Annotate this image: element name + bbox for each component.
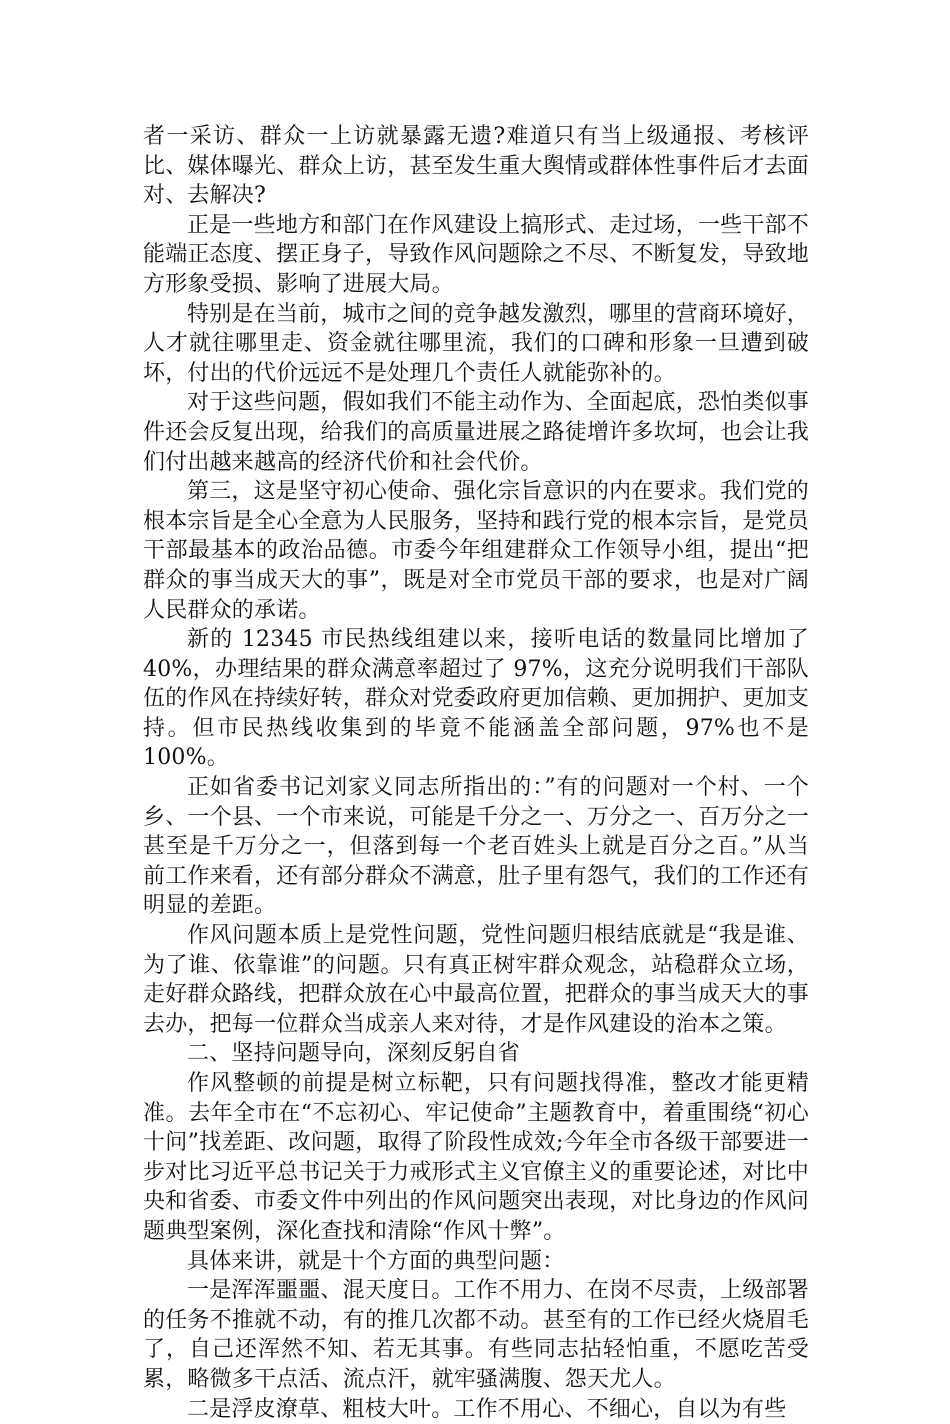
paragraph-3: 特别是在当前，城市之间的竞争越发激烈，哪里的营商环境好，人才就往哪里走、资金就往哪里流，我们的口碑和形象一旦遭到破坏，付出的代价远远不是处理几个责任人就能弥补的。 [143, 301, 809, 386]
paragraph-5: 第三，这是坚守初心使命、强化宗旨意识的内在要求。我们党的根本宗旨是全心全意为人民服务，坚持和践行党的根本宗旨，是党员干部最基本的政治品德。市委今年组建群众工作领导小组，提出“把群众的事当成天大的事”，既是对全市党员干部的要求，也是对广阔人民群众的承诺。 [143, 479, 810, 623]
document-body [143, 122, 809, 1424]
section-heading: 二、坚持问题导向，深刻反躬自省 [187, 1041, 521, 1067]
paragraph-6: 新的 12345 市民热线组建以来，接听电话的数量同比增加了40%，办理结果的群众满意率超过了 97%，这充分说明我们干部队伍的作风在持续好转，群众对党委政府更加信赖、更加拥护、更加支持。但市民热线收集到的毕竟不能涵盖全部问题，97%也不是100%。 [143, 627, 810, 771]
paragraph-2: 正是一些地方和部门在作风建设上搞形式、走过场，一些干部不能端正态度、摆正身子，导致作风问题除之不尽、不断复发，导致地方形象受损、影响了进展大局。 [143, 212, 810, 297]
paragraph-10: 具体来讲，就是十个方面的典型问题： [187, 1248, 565, 1274]
paragraph-12: 二是浮皮潦草、粗枝大叶。工作不用心、不细心，自以为有些 [187, 1396, 787, 1422]
paragraph-8: 作风问题本质上是党性问题，党性问题归根结底就是“我是谁、为了谁、依靠谁”的问题。只有真正树牢群众观念，站稳群众立场，走好群众路线，把群众放在心中最高位置，把群众的事当成天大的事去办，把每一位群众当成亲人来对待，才是作风建设的治本之策。 [143, 923, 810, 1037]
paragraph-7: 正如省委书记刘家义同志所指出的：”有的问题对一个村、一个乡、一个县、一个市来说，可能是千分之一、万分之一、百万分之一甚至是千万分之一，但落到每一个老百姓头上就是百分之百。”从当前工作来看，还有部分群众不满意，肚子里有怨气，我们的工作还有明显的差距。 [143, 775, 810, 919]
paragraph-4: 对于这些问题，假如我们不能主动作为、全面起底，恐怕类似事件还会反复出现，给我们的高质量进展之路徒增许多坎坷，也会让我们付出越来越高的经济代价和社会代价。 [143, 390, 810, 475]
paragraph-1: 者一采访、群众一上访就暴露无遗?难道只有当上级通报、考核评比、媒体曝光、群众上访，甚至发生重大舆情或群体性事件后才去面对、去解决? [143, 124, 810, 209]
paragraph-9: 作风整顿的前提是树立标靶，只有问题找得准，整改才能更精准。去年全市在“不忘初心、牢记使命”主题教育中，着重围绕“初心十问”找差距、改问题，取得了阶段性成效;今年全市各级干部要进一步对比习近平总书记关于力戒形式主义官僚主义的重要论述，对比中央和省委、市委文件中列出的作风问题突出表现，对比身边的作风问题典型案例，深化查找和清除“作风十弊”。 [143, 1071, 810, 1244]
paragraph-11: 一是浑浑噩噩、混天度日。工作不用力、在岗不尽责，上级部署的任务不推就不动，有的推几次都不动。甚至有的工作已经火烧眉毛了，自己还浑然不知、若无其事。有些同志拈轻怕重，不愿吃苦受累，略微多干点活、流点汗，就牢骚满腹、怨天尤人。 [143, 1278, 810, 1392]
